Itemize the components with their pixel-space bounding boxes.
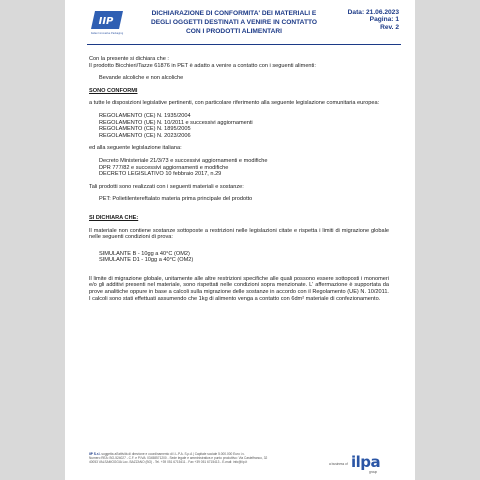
migration-paragraph: Il materiale non contiene sostanze sottoposte a restrizioni nelle legislazioni citate e rispetta i limiti di migrazione globale nelle seguenti condizioni di prova:: [89, 227, 389, 241]
eu-regulation-item: REGOLAMENTO (CE) N. 1935/2004: [99, 112, 191, 119]
materials-intro: Tali prodotti sono realizzati con i seguenti materiali e sostanze:: [89, 183, 244, 190]
intro-line: Il prodotto Bicchieri/Tazze 61876 in PET è adatto a venire a contatto con i seguenti alimenti:: [89, 62, 316, 69]
logo-tagline: Italian Innovative Packaging: [90, 32, 124, 35]
food-category: Bevande alcoliche e non alcoliche: [99, 75, 184, 82]
brand-group: group: [369, 470, 378, 474]
document-meta: [348, 9, 399, 31]
iip-logo-icon: [89, 9, 125, 31]
ilpa-group-logo: [329, 452, 399, 474]
title-line: DEGLI OGGETTI DESTINATI A VENIRE IN CONTATTO: [150, 19, 318, 26]
intro-line: Con la presente si dichiara che :: [89, 56, 169, 62]
page-number: Pagina: 1: [369, 16, 399, 24]
document-body: [89, 56, 389, 302]
it-legislation-intro: ed alla seguente legislazione italiana:: [89, 145, 182, 152]
revision: Rev. 2: [380, 23, 399, 31]
document-title: [139, 9, 329, 36]
company-footer: [89, 452, 309, 465]
brand-word: ilpa: [351, 453, 381, 471]
migration-limit-paragraph: Il limite di migrazione globale, unitamente alle altre restrizioni specifiche alle quali possono essere sottoposti i monomeri e/o gli additivi presenti nel materiale, sono rispettati nelle condizioni sopra menzionate. L' affermazione è supportata da prove analitiche oppure in base a calcoli sulla migrazione delle sostanze in accordo con il Regolamento (UE) N. 10/2011. I calcoli sono stati effettuati assumendo che 1kg di alimento venga a contatto con 6dm² materiale di confezionamento.: [89, 275, 389, 302]
simulant-item: SIMULANTE D1 - 10gg a 40°C (OM2): [99, 257, 194, 264]
eu-regulation-item: REGOLAMENTO (UE) N. 10/2011 e successivi aggiornamenti: [99, 119, 253, 126]
eu-legislation-intro: a tutte le disposizioni legislative pertinenti, con particolare riferimento alla seguente legislazione comunitaria europea:: [89, 100, 380, 107]
it-regulation-item: DPR 777/82 e successivi aggiornamenti e modifiche: [99, 164, 229, 171]
simulant-item: SIMULANTE B - 10gg a 40°C (OM2): [99, 250, 190, 257]
title-line: CON I PRODOTTI ALIMENTARI: [186, 28, 282, 35]
document-page: [65, 0, 415, 480]
eu-regulation-item: REGOLAMENTO (CE) N. 1895/2005: [99, 126, 191, 133]
brand-label: a business of: [329, 462, 348, 466]
document-date: Data: 21.06.2023: [347, 9, 399, 16]
title-line: DICHIARAZIONE DI CONFORMITA' DEI MATERIALI E: [151, 10, 317, 17]
footer-company: IIP S.r.l.: [89, 452, 101, 456]
footer-line: 40053 VALSAMOGGIA Loc. BAZZANO (BO) - Tel. +39 051 6715411 - Fax +39 051 6715413 - E-mail: info@iip.it: [89, 460, 248, 465]
section-heading-conformi: SONO CONFORMI: [89, 87, 138, 94]
it-regulation-item: Decreto Ministeriale 21/3/73 e successivi aggiornamenti e modifiche: [99, 157, 268, 164]
it-regulation-item: DECRETO LEGISLATIVO 10 febbraio 2017, n.29: [99, 171, 222, 178]
footer-line: soggetta all'attività di direzione e coordinamento di I.L.P.A. S.p.A | Capitale sociale 5.000.000 Euro i.v.: [100, 452, 245, 456]
section-heading-dichiara: SI DICHIARA CHE:: [89, 214, 139, 221]
header-divider: [87, 44, 401, 45]
material-item: PET: Polietilentereftalato materia prima principale del prodotto: [99, 196, 253, 203]
footer-line: Numero REA: BO-524027 - C.F. e P.IVA: 03458571200 - Sede legale e amministrativa e punto produttivo: Via Castelfranco, 32: [89, 456, 268, 461]
eu-regulation-item: REGOLAMENTO (CE) N. 2023/2006: [99, 132, 191, 139]
logo-text: IIP: [98, 16, 114, 27]
